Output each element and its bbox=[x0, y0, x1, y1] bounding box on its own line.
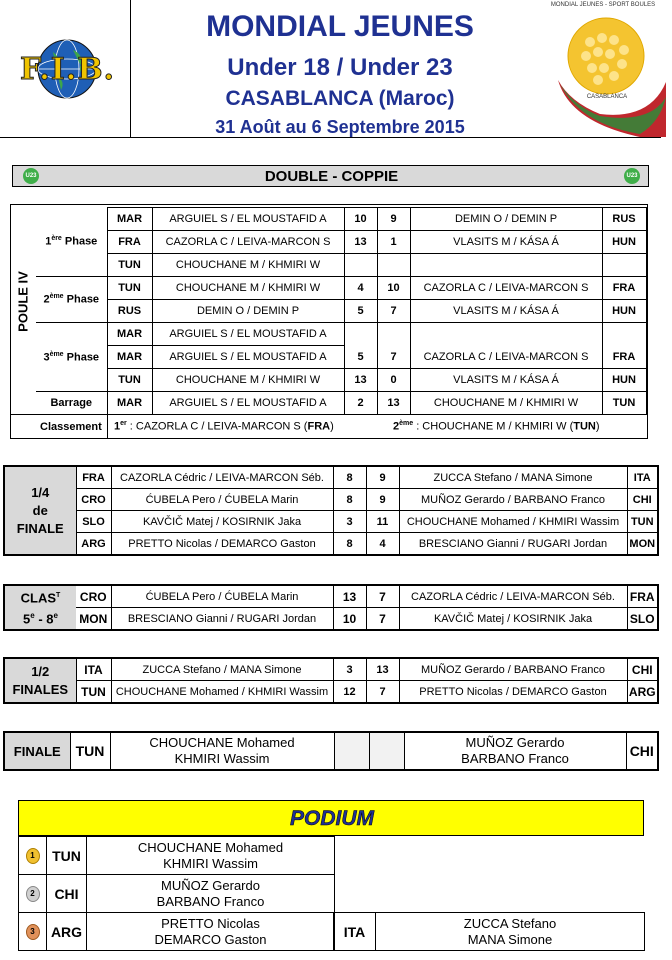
score: 7 bbox=[377, 300, 410, 323]
country-code: RUS bbox=[602, 208, 646, 231]
team-name: KAVČIČ Matej / KOSIRNIK Jaka bbox=[399, 608, 627, 631]
u23-badge-right: U23 bbox=[624, 168, 640, 184]
country-code: TUN bbox=[107, 254, 152, 277]
score: 13 bbox=[344, 369, 377, 392]
country-code: HUN bbox=[602, 300, 646, 323]
team-name: MUÑOZ Gerardo BARBANO Franco bbox=[404, 732, 626, 770]
emblem-bottom-text: CASABLANCA bbox=[586, 94, 628, 100]
team-name: BRESCIANO Gianni / RUGARI Jordan bbox=[111, 608, 333, 631]
score: 4 bbox=[344, 277, 377, 300]
score: 13 bbox=[333, 585, 366, 608]
score: 8 bbox=[333, 489, 366, 511]
score: 5 bbox=[344, 300, 377, 323]
country-code: MAR bbox=[107, 208, 152, 231]
team-name: CHOUCHANE Mohamed KHMIRI Wassim bbox=[87, 837, 335, 875]
fib-logo bbox=[5, 38, 130, 100]
score: 10 bbox=[333, 608, 366, 631]
team-name: ZUCCA Stefano / MANA Simone bbox=[111, 658, 333, 681]
fib-logo-text: F.I.B. bbox=[19, 52, 115, 87]
barrage-label: Barrage bbox=[36, 392, 107, 415]
team-name: CHOUCHANE Mohamed / KHMIRI Wassim bbox=[399, 511, 627, 533]
score: 13 bbox=[377, 392, 410, 415]
country-code: ARG bbox=[627, 681, 658, 704]
team-name: ĆUBELA Pero / ĆUBELA Marin bbox=[111, 585, 333, 608]
sport-boules-emblem-icon bbox=[540, 2, 666, 137]
team-name: ZUCCA Stefano / MANA Simone bbox=[399, 466, 627, 489]
team-name: CHOUCHANE M / KHMIRI W bbox=[410, 392, 602, 415]
event-emblem bbox=[540, 2, 666, 137]
country-code: TUN bbox=[107, 277, 152, 300]
team-name: PRETTO Nicolas / DEMARCO Gaston bbox=[399, 681, 627, 704]
score: 4 bbox=[366, 533, 399, 556]
classement-row bbox=[10, 414, 648, 439]
country-code: MAR bbox=[107, 392, 152, 415]
score: 10 bbox=[344, 208, 377, 231]
team-name: MUÑOZ Gerardo BARBANO Franco bbox=[87, 875, 335, 913]
score bbox=[369, 732, 404, 770]
country-code: CHI bbox=[626, 732, 658, 770]
team-name: CHOUCHANE M / KHMIRI W bbox=[152, 369, 344, 392]
country-code bbox=[602, 254, 646, 277]
country-code: MON bbox=[76, 608, 111, 631]
team-name: MUÑOZ Gerardo / BARBANO Franco bbox=[399, 658, 627, 681]
bronze-medal-icon: 3 bbox=[19, 913, 47, 951]
country-code: ITA bbox=[627, 466, 658, 489]
country-code: RUS bbox=[107, 300, 152, 323]
classement-5-8-table bbox=[3, 584, 659, 631]
team-name: CHOUCHANE Mohamed KHMIRI Wassim bbox=[110, 732, 334, 770]
team-name: ARGUIEL S / EL MOUSTAFID A bbox=[152, 346, 344, 369]
score bbox=[344, 254, 377, 277]
team-name: KAVČIČ Matej / KOSIRNIK Jaka bbox=[111, 511, 333, 533]
country-code: CRO bbox=[76, 489, 111, 511]
country-code: FRA bbox=[76, 466, 111, 489]
podium-header bbox=[18, 800, 644, 836]
score: 12 bbox=[333, 681, 366, 704]
team-name: PRETTO Nicolas DEMARCO Gaston bbox=[87, 913, 335, 951]
team-name: CAZORLA C / LEIVA-MARCON S bbox=[410, 277, 602, 300]
gold-medal-icon: 1 bbox=[19, 837, 47, 875]
score bbox=[334, 732, 369, 770]
u23-badge-left: U23 bbox=[23, 168, 39, 184]
score: 3 bbox=[333, 658, 366, 681]
country-code: TUN bbox=[602, 392, 646, 415]
classement-5-8-label: $CLAS^T$ 5e - 8e bbox=[4, 585, 76, 630]
team-name: VLASITS M / KÁSA Á bbox=[410, 300, 602, 323]
team-name: VLASITS M / KÁSA Á bbox=[410, 231, 602, 254]
team-name: VLASITS M / KÁSA Á bbox=[410, 369, 602, 392]
score: 0 bbox=[377, 369, 410, 392]
phase-2-label: 2ème Phase bbox=[36, 277, 107, 323]
score bbox=[377, 323, 410, 346]
poule-table bbox=[36, 207, 647, 415]
country-code: HUN bbox=[602, 231, 646, 254]
classement-label: Classement bbox=[40, 421, 102, 433]
poule-label: POULE IV bbox=[15, 271, 31, 332]
phase-1-label: 1ère Phase bbox=[36, 208, 107, 277]
phase-3-label: 3ème Phase bbox=[36, 323, 107, 392]
semi-final-label: 1/2 FINALES bbox=[4, 658, 76, 703]
team-name: ARGUIEL S / EL MOUSTAFID A bbox=[152, 392, 344, 415]
quarter-final-label: 1/4 de FINALE bbox=[4, 466, 76, 555]
team-name: CAZORLA Cédric / LEIVA-MARCON Séb. bbox=[111, 466, 333, 489]
team-name: CAZORLA C / LEIVA-MARCON S bbox=[410, 346, 602, 369]
country-code: TUN bbox=[627, 511, 658, 533]
country-code: CHI bbox=[627, 658, 658, 681]
score: 13 bbox=[366, 658, 399, 681]
event-dates: 31 Août au 6 Septembre 2015 bbox=[215, 117, 465, 137]
country-code: ITA bbox=[76, 658, 111, 681]
score: 5 bbox=[344, 346, 377, 369]
team-name: ĆUBELA Pero / ĆUBELA Marin bbox=[111, 489, 333, 511]
country-code: CRO bbox=[76, 585, 111, 608]
team-name: ARGUIEL S / EL MOUSTAFID A bbox=[152, 323, 344, 346]
country-code: CHI bbox=[47, 875, 87, 913]
country-code: FRA bbox=[602, 346, 646, 369]
team-name bbox=[410, 254, 602, 277]
country-code: TUN bbox=[107, 369, 152, 392]
score bbox=[344, 323, 377, 346]
score: 1 bbox=[377, 231, 410, 254]
country-code bbox=[602, 323, 646, 346]
final-table bbox=[3, 731, 659, 771]
team-name: ZUCCA Stefano MANA Simone bbox=[376, 913, 645, 951]
team-name: DEMIN O / DEMIN P bbox=[152, 300, 344, 323]
team-name: ARGUIEL S / EL MOUSTAFID A bbox=[152, 208, 344, 231]
country-code: FRA bbox=[107, 231, 152, 254]
score bbox=[377, 254, 410, 277]
score: 7 bbox=[366, 681, 399, 704]
podium-title: PODIUM bbox=[290, 807, 374, 830]
country-code: TUN bbox=[76, 681, 111, 704]
page-subtitle: Under 18 / Under 23 bbox=[227, 54, 453, 81]
country-code: ITA bbox=[334, 913, 376, 951]
emblem-top-text: MONDIAL JEUNES - SPORT BOULES bbox=[550, 2, 656, 8]
podium-third-bis bbox=[333, 912, 645, 951]
silver-medal-icon: 2 bbox=[19, 875, 47, 913]
country-code: TUN bbox=[47, 837, 87, 875]
score: 9 bbox=[377, 208, 410, 231]
team-name: CAZORLA Cédric / LEIVA-MARCON Séb. bbox=[399, 585, 627, 608]
country-code: FRA bbox=[602, 277, 646, 300]
country-code: FRA bbox=[627, 585, 658, 608]
score: 9 bbox=[366, 466, 399, 489]
section-title: DOUBLE - COPPIE bbox=[264, 168, 399, 185]
event-city: CASABLANCA (Maroc) bbox=[225, 87, 455, 110]
team-name bbox=[410, 323, 602, 346]
country-code: HUN bbox=[602, 369, 646, 392]
score: 8 bbox=[333, 466, 366, 489]
classement-divider bbox=[107, 415, 108, 439]
team-name: MUÑOZ Gerardo / BARBANO Franco bbox=[399, 489, 627, 511]
page-title: MONDIAL JEUNES bbox=[206, 10, 474, 43]
quarter-final-table bbox=[3, 465, 659, 556]
score: 8 bbox=[333, 533, 366, 556]
final-label: FINALE bbox=[4, 732, 70, 770]
score: 7 bbox=[366, 608, 399, 631]
country-code: CHI bbox=[627, 489, 658, 511]
semi-final-table bbox=[3, 657, 659, 704]
podium-table bbox=[18, 836, 335, 951]
section-bar bbox=[12, 165, 649, 187]
team-name: CHOUCHANE M / KHMIRI W bbox=[152, 277, 344, 300]
country-code: ARG bbox=[47, 913, 87, 951]
score: 13 bbox=[344, 231, 377, 254]
score: 7 bbox=[366, 585, 399, 608]
score: 10 bbox=[377, 277, 410, 300]
country-code: MAR bbox=[107, 346, 152, 369]
score: 9 bbox=[366, 489, 399, 511]
score: 3 bbox=[333, 511, 366, 533]
country-code: SLO bbox=[627, 608, 658, 631]
country-code: SLO bbox=[76, 511, 111, 533]
country-code: TUN bbox=[70, 732, 110, 770]
team-name: BRESCIANO Gianni / RUGARI Jordan bbox=[399, 533, 627, 556]
team-name: DEMIN O / DEMIN P bbox=[410, 208, 602, 231]
classement-first: 1er : CAZORLA C / LEIVA-MARCON S (FRA) bbox=[114, 420, 334, 433]
team-name: PRETTO Nicolas / DEMARCO Gaston bbox=[111, 533, 333, 556]
team-name: CHOUCHANE Mohamed / KHMIRI Wassim bbox=[111, 681, 333, 704]
score: 2 bbox=[344, 392, 377, 415]
country-code: MAR bbox=[107, 323, 152, 346]
country-code: MON bbox=[627, 533, 658, 556]
country-code: ARG bbox=[76, 533, 111, 556]
score: 11 bbox=[366, 511, 399, 533]
classement-second: 2ème : CHOUCHANE M / KHMIRI W (TUN) bbox=[393, 420, 600, 433]
team-name: CHOUCHANE M / KHMIRI W bbox=[152, 254, 344, 277]
team-name: CAZORLA C / LEIVA-MARCON S bbox=[152, 231, 344, 254]
score: 7 bbox=[377, 346, 410, 369]
